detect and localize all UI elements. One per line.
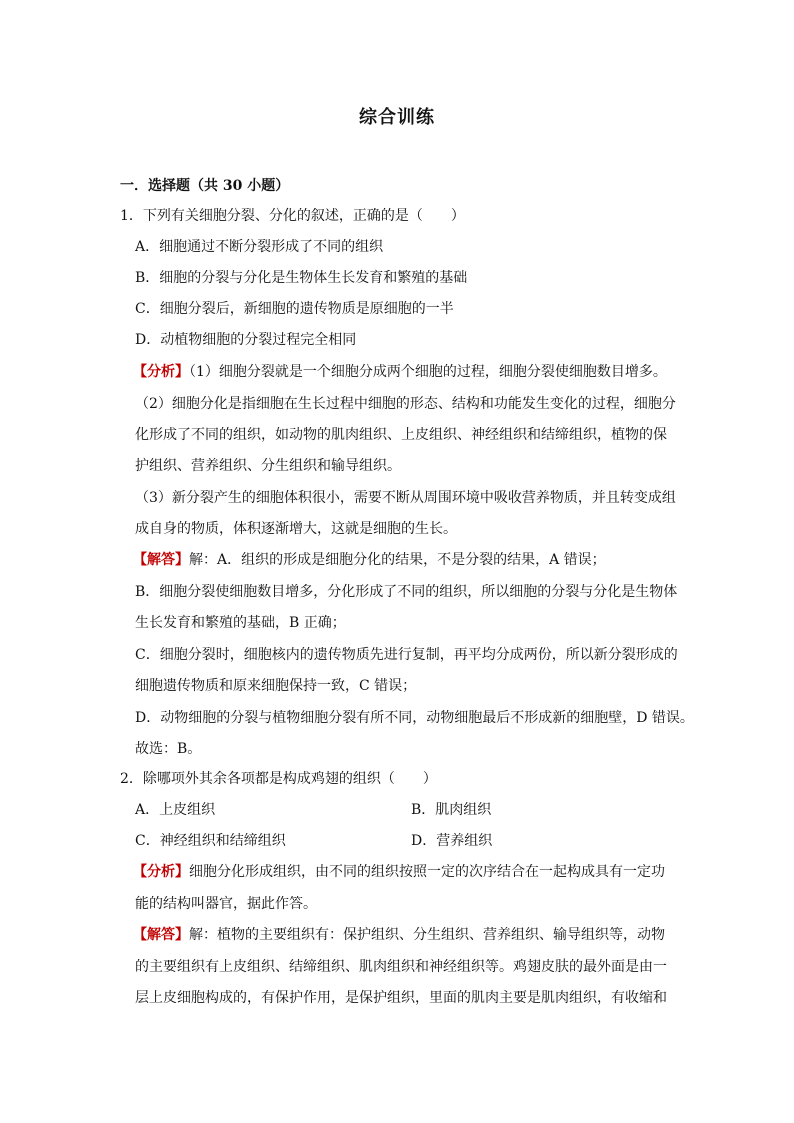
question-2-answer-line: 的主要组织有上皮组织、结缔组织、肌肉组织和神经组织等。鸡翅皮肤的最外面是由一 — [135, 959, 667, 975]
question-2-option-c: C．神经组织和结缔组织 — [135, 833, 286, 849]
answer-tag: 【解答】 — [133, 927, 189, 943]
question-2-answer-line: 层上皮细胞构成的，有保护作用，是保护组织，里面的肌肉主要是肌肉组织，有收缩和 — [135, 990, 667, 1006]
question-2-option-b: B．肌肉组织 — [411, 802, 492, 818]
question-1-answer-line: 【解答】解：A．组织的形成是细胞分化的结果，不是分裂的结果，A 错误； — [133, 552, 606, 568]
question-1-analysis-line: 化形成了不同的组织，如动物的肌肉组织、上皮组织、神经组织和结缔组织，植物的保 — [135, 427, 667, 443]
question-1-answer-line: 细胞遗传物质和原来细胞保持一致，C 错误； — [135, 678, 417, 694]
question-1-answer-line: 故选：B。 — [135, 741, 202, 757]
question-1-answer-line: D．动物细胞的分裂与植物细胞分裂有所不同，动物细胞最后不形成新的细胞壁，D 错误。 — [135, 710, 694, 726]
question-1-stem: 1．下列有关细胞分裂、分化的叙述，正确的是（ ） — [120, 208, 465, 224]
question-1-analysis-line: 成自身的物质，体积逐渐增大，这就是细胞的生长。 — [135, 521, 457, 537]
question-1-option-b: B．细胞的分裂与分化是生物体生长发育和繁殖的基础 — [135, 270, 468, 286]
analysis-tag: 【分析】 — [133, 864, 189, 880]
question-1-option-c: C．细胞分裂后，新细胞的遗传物质是原细胞的一半 — [135, 301, 454, 317]
question-2-option-d: D．营养组织 — [411, 833, 493, 849]
question-1-answer-line: 生长发育和繁殖的基础，B 正确； — [135, 615, 346, 631]
question-1-analysis-line: （2）细胞分化是指细胞在生长过程中细胞的形态、结构和功能发生变化的过程，细胞分 — [135, 396, 676, 412]
question-1-analysis-line: （3）新分裂产生的细胞体积很小，需要不断从周围环境中吸收营养物质，并且转变成组 — [135, 490, 676, 506]
section-heading: 一．选择题（共 30 小题） — [120, 178, 290, 194]
question-1-answer-line: B．细胞分裂使细胞数目增多，分化形成了不同的组织，所以细胞的分裂与分化是生物体 — [135, 584, 678, 600]
question-2-answer-line: 【解答】解：植物的主要组织有：保护组织、分生组织、营养组织、输导组织等，动物 — [133, 927, 665, 943]
question-1-option-d: D．动植物细胞的分裂过程完全相同 — [135, 332, 357, 348]
question-1-analysis-line: 【分析】（1）细胞分裂就是一个细胞分成两个细胞的过程，细胞分裂使细胞数目增多。 — [133, 364, 667, 380]
question-2-option-a: A．上皮组织 — [135, 802, 216, 818]
answer-tag: 【解答】 — [133, 552, 189, 568]
document-title: 综合训练 — [359, 107, 435, 128]
question-1-analysis-line: 护组织、营养组织、分生组织和输导组织。 — [135, 458, 401, 474]
question-2-stem: 2．除哪项外其余各项都是构成鸡翅的组织（ ） — [120, 771, 437, 787]
question-1-answer-line: C．细胞分裂时，细胞核内的遗传物质先进行复制，再平均分成两份，所以新分裂形成的 — [135, 647, 678, 663]
question-1-option-a: A．细胞通过不断分裂形成了不同的组织 — [135, 239, 384, 255]
question-2-analysis-line: 【分析】细胞分化形成组织，由不同的组织按照一定的次序结合在一起构成具有一定功 — [133, 864, 665, 880]
question-2-analysis-line: 能的结构叫器官，据此作答。 — [135, 896, 317, 912]
analysis-tag: 【分析】 — [133, 364, 189, 380]
